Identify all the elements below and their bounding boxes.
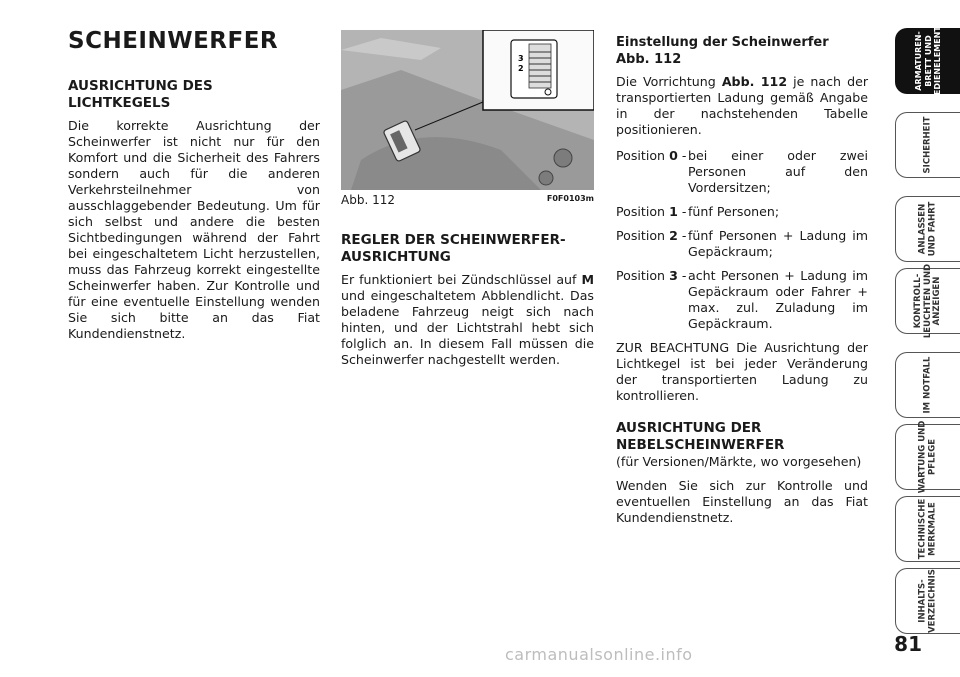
tab-anlassen[interactable] (895, 196, 960, 262)
position-text: bei einer oder zwei Personen auf den Vordersitzen; (688, 148, 868, 195)
tab-label: IM NOTFALL (922, 356, 933, 414)
position-label: Position (616, 148, 666, 163)
section-heading-regler: REGLER DER SCHEINWERFER- AUSRICHTUNG (341, 232, 566, 265)
tab-wartung[interactable] (895, 420, 960, 494)
position-number: 2 (669, 228, 678, 243)
dial-number-3: 3 (518, 54, 524, 63)
left-column (68, 78, 320, 352)
position-item-0: Position 0 - bei einer oder zwei Personen auf den Vordersitzen; (616, 148, 868, 195)
note-paragraph: ZUR BEACHTUNG Die Ausrichtung der Lichtkegel ist bei jeder Veränderung der transportierten Ladung zu kontrollieren. (616, 340, 868, 403)
figure-caption (341, 193, 594, 207)
right-column (616, 34, 868, 536)
position-item-2: Position 2 - fünf Personen + Ladung im Gepäckraum; (616, 228, 868, 259)
intro-pre: Die Vorrichtung (616, 74, 722, 89)
fog-versions-note: (für Versionen/Märkte, wo vorgesehen) (616, 454, 862, 469)
tab-label: TECHNISCHE MERKMALE (917, 498, 937, 560)
dial-number-2: 2 (518, 64, 524, 73)
position-label: Position (616, 268, 666, 283)
position-number: 0 (669, 148, 678, 163)
watermark: carmanualsonline.info (505, 645, 693, 664)
heading-einstellung-line2: Abb. 112 (616, 52, 682, 67)
regler-text-post: und eingeschaltetem Abblendlicht. Das beladene Fahrzeug neigt sich nach hinten, und der Lichtstrahl hebt sich folglich an. In diesem Fall müssen die Scheinwerfer nachgestellt werden. (341, 288, 594, 367)
position-item-1: Position 1 - fünf Personen; (616, 204, 868, 220)
position-text: fünf Personen + Ladung im Gepäckraum; (688, 228, 868, 259)
figure-label: Abb. 112 (341, 193, 395, 207)
position-label: Position (616, 204, 666, 219)
figure-code: F0F0103m (546, 194, 594, 203)
tab-kontrollleuchten[interactable] (895, 263, 960, 339)
position-label: Position (616, 228, 666, 243)
position-item-3: Position 3 - acht Personen + Ladung im Gepäckraum oder Fahrer + max. zul. Zuladung im Gepäckraum. (616, 268, 868, 331)
fog-paragraph: Wenden Sie sich zur Kontrolle und eventuellen Einstellung an das Fiat Kundendienstnetz. (616, 478, 868, 525)
page-title: SCHEINWERFER (68, 28, 279, 54)
heading-einstellung (616, 34, 868, 68)
key-position-m: M (581, 272, 594, 287)
tab-im-notfall[interactable] (895, 352, 960, 418)
page-number: 81 (894, 632, 922, 656)
position-number: 1 (669, 204, 678, 219)
tab-label: INHALTS- VERZEICHNIS (917, 569, 937, 633)
heading-einstellung-line1: Einstellung der Scheinwerfer (616, 35, 829, 50)
tab-inhaltsverzeichnis[interactable] (895, 568, 960, 634)
section-heading-lichtkegel: AUSRICHTUNG DES LICHTKEGELS (68, 78, 213, 111)
position-list (616, 148, 868, 332)
figure-headlight-adjuster-photo (341, 30, 594, 190)
einstellung-intro (616, 74, 868, 138)
middle-column (341, 232, 594, 378)
position-number: 3 (669, 268, 678, 283)
regler-paragraph (341, 272, 594, 368)
tab-sicherheit[interactable] (895, 112, 960, 178)
tab-label: WARTUNG UND PFLEGE (917, 420, 937, 494)
lichtkegel-paragraph: Die korrekte Ausrichtung der Scheinwerfer ist nicht nur für den Komfort und die Sicherheit des Fahrers sondern auch für die anderen Verkehrsteilnehmer von ausschlaggebender Bedeutung. Um für sich selbst und andere die besten Sichtbedingungen während der Fahrt bei eingeschaltetem Licht herzustellen, muss das Fahrzeug korrekt eingestellte Scheinwerfer haben. Zur Kontrolle und für eine eventuelle Einstellung wenden Sie sich bitte an das Fiat Kundendienstnetz. (68, 118, 320, 341)
tab-label: SICHERHEIT (922, 116, 933, 174)
position-text: fünf Personen; (688, 204, 780, 219)
tab-label: ARMATUREN- BRETT UND BEDIENELEMENTE (913, 20, 942, 102)
intro-figure-ref: Abb. 112 (721, 74, 788, 89)
tab-armaturenbrett[interactable] (895, 20, 960, 102)
dashboard-illustration (341, 30, 594, 190)
section-heading-nebelscheinwerfer: AUSRICHTUNG DER NEBELSCHEINWERFER (616, 420, 785, 453)
regler-text-pre: Er funktioniert bei Zündschlüssel auf (341, 272, 582, 287)
tab-technische-merkmale[interactable] (895, 496, 960, 562)
tab-label: ANLASSEN UND FAHRT (917, 201, 937, 257)
intro-post: je nach der transportierten Ladung gemäß Angabe in der nachstehenden Tabelle positionieren. (616, 74, 868, 137)
position-text: acht Personen + Ladung im Gepäckraum oder Fahrer + max. zul. Zuladung im Gepäckraum. (688, 268, 868, 331)
tab-label: KONTROLL- LEUCHTEN UND ANZEIGEN (912, 263, 942, 339)
